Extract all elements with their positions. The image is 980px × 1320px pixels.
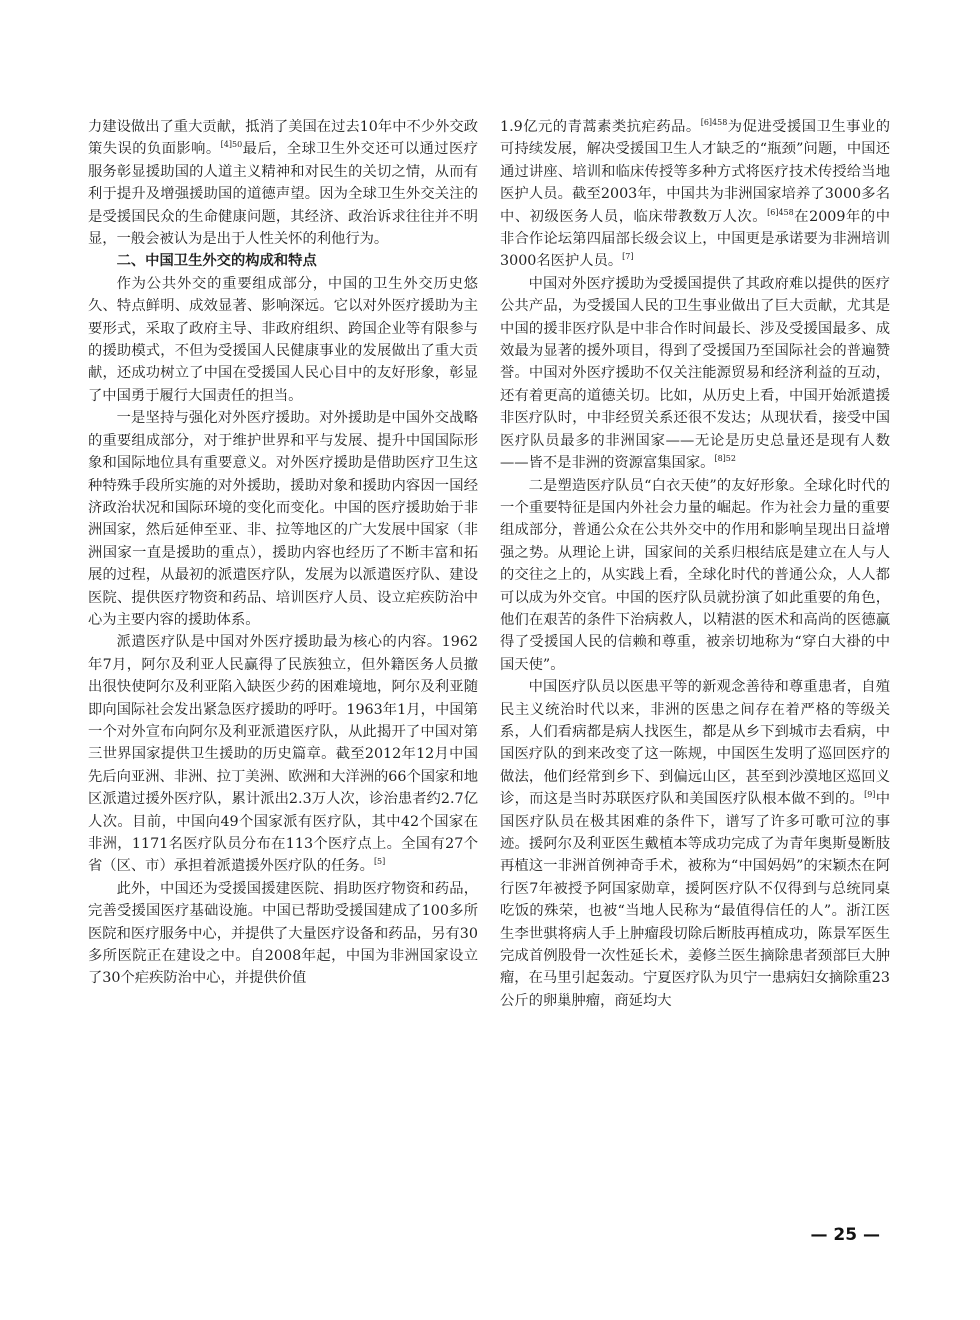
text-span: 派遣医疗队是中国对外医疗援助最为核心的内容。1962年7月，阿尔及利亚人民赢得了民族独立，但外籍医务人员撤出很快使阿尔及利亚陷入缺医少药的困难境地，阿尔及利亚随即向国际社会发出紧急医疗援助的呼吁。1963年1月，中国第一个对外宣布向阿尔及利亚派遣医疗队，从此揭开了中国对第三世界国家提供卫生援助的历史篇章。截至2012年12月中国先后向亚洲、非洲、拉丁美洲、欧洲和大洋洲的66个国家和地区派遣过援外医疗队，累计派出2.3万人次，诊治患者约2.7亿人次。目前，中国向49个国家派有医疗队，其中42个国家在非洲，1171名医疗队员分布在113个医疗点上。全国有27个省（区、市）承担着派遣援外医疗队的任务。 [88,634,478,875]
text-span: 力建设做出了重大贡献，抵消了美国在过去10年中不少外交政策失误的负面影响。 [88,119,478,158]
citation-ref: [8]52 [714,454,736,464]
left-paragraph-1 [88,116,478,250]
right-paragraph-4 [500,676,890,1012]
page-number: — 25 — [810,1225,880,1245]
text-span: 最后，全球卫生外交还可以通过医疗服务彰显援助国的人道主义精神和对民生的关切之情，从而有利于提升及增强援助国的道德声望。因为全球卫生外交关注的是受援国民众的生命健康问题，其经济、政治诉求往往并不明显，一般会被认为是出于人性关怀的利他行为。 [88,141,479,248]
right-column [500,116,890,1012]
right-paragraph-1 [500,116,890,273]
section-heading: 二、中国卫生外交的构成和特点 [116,253,317,270]
right-paragraph-3: 二是塑造医疗队员“白衣天使”的友好形象。全球化时代的一个重要特征是国内外社会力量的崛起。作为社会力量的重要组成部分，普通公众在公共外交中的作用和影响呈现出日益增强之势。从理论上讲，国家间的关系归根结底是建立在人与人的交往之上的，从实践上看，全球化时代的普通公众，人人都可以成为外交官。中国的医疗队员就扮演了如此重要的角色，他们在艰苦的条件下治病救人，以精湛的医术和高尚的医德赢得了受援国人民的信赖和尊重，被亲切地称为“穿白大褂的中国天使”。 [500,477,890,673]
citation-ref: [6]458 [767,207,794,217]
text-span: 中国医疗队员在极其困难的条件下，谱写了许多可歌可泣的事迹。援阿尔及利亚医生戴植本等成功完成了为青年奥斯曼断肢再植这一非洲首例神奇手术，被称为“中国妈妈”的宋颖杰在阿行医7年被授予阿国家勋章，援阿医疗队不仅得到与总统同桌吃饭的殊荣，也被“当地人民称为“最值得信任的人”。浙江医生李世骐将病人手上肿瘤段切除后断肢再植成功，陈景军医生完成首例股骨一次性延长术，姜修兰医生摘除患者颈部巨大肿瘤，在马里引起轰动。宁夏医疗队为贝宁一患病妇女摘除重23公斤的卵巢肿瘤，商延均大 [500,791,891,1009]
citation-ref: [7] [622,252,634,262]
citation-ref: [4]50 [220,140,243,150]
citation-ref: [5] [373,857,386,867]
left-paragraph-3: 一是坚持与强化对外医疗援助。对外援助是中国外交战略的重要组成部分，对于维护世界和平与发展、提升中国国际形象和国际地位具有重要意义。对外医疗援助是借助医疗卫生这种特殊手段所实施的对外援助，援助对象和援助内容因一国经济政治状况和国际环境的变化而变化。中国的医疗援助始于非洲国家，然后延伸至亚、非、拉等地区的广大发展中国家（非洲国家一直是援助的重点），援助内容也经历了不断丰富和拓展的过程，从最初的派遣医疗队，发展为以派遣医疗队、建设医院、提供医疗物资和药品、培训医疗人员、设立疟疾防治中心为主要内容的援助体系。 [88,410,478,628]
text-span: 为促进受援国卫生事业的可持续发展，解决受援国卫生人才缺乏的“瓶颈”问题，中国还通过讲座、培训和临床传授等多种方式将医疗技术传授给当地医护人员。截至2003年，中国共为非洲国家培养了3000多名中、初级医务人员，临床带教数万人次。 [500,119,890,225]
citation-ref: [6]458 [700,118,728,128]
left-column [88,116,478,990]
text-span: 中国医疗队员以医患平等的新观念善待和尊重患者，自殖民主义统治时代以来，非洲的医患之间存在着严格的等级关系，人们看病都是病人找医生，都是从乡下到城市去看病，中国医疗队的到来改变了这一陈规，中国医生发明了巡回医疗的做法，他们经常到乡下、到偏远山区，甚至到沙漠地区巡回义诊，而这是当时苏联医疗队和美国医疗队根本做不到的。 [500,679,890,808]
citation-ref: [9] [864,790,876,800]
left-paragraph-4 [88,631,478,877]
left-paragraph-2: 作为公共外交的重要组成部分，中国的卫生外交历史悠久、特点鲜明、成效显著、影响深远。它以对外医疗援助为主要形式，采取了政府主导、非政府组织、跨国企业等有限参与的援助模式，不但为受援国人民健康事业的发展做出了重大贡献，还成功树立了中国在受援国人民心目中的友好形象，彰显了中国勇于履行大国责任的担当。 [88,275,478,404]
text-span: 1.9亿元的青蒿素类抗疟药品。 [500,119,701,135]
text-span: 在2009年的中非合作论坛第四届部长级会议上，中国更是承诺要为非洲培训3000名医护人员。 [500,208,891,270]
right-paragraph-2 [500,273,890,475]
text-span: 中国对外医疗援助为受援国提供了其政府难以提供的医疗公共产品，为受援国人民的卫生事业做出了巨大贡献，尤其是中国的援非医疗队是中非合作时间最长、涉及受援国最多、成效最为显著的援外项目，得到了受援国乃至国际社会的普遍赞誉。中国对外医疗援助不仅关注能源贸易和经济利益的互动，还有着更高的道德关切。比如，从历史上看，中国开始派遣援非医疗队时，中非经贸关系还很不发达；从现状看，接受中国医疗队员最多的非洲国家——无论是历史总量还是现有人数——皆不是非洲的资源富集国家。 [500,275,890,472]
left-paragraph-5: 此外，中国还为受援国援建医院、捐助医疗物资和药品，完善受援国医疗基础设施。中国已帮助受援国建成了100多所医院和医疗服务中心，并提供了大量医疗设备和药品，另有30多所医院正在建设之中。自2008年起，中国为非洲国家设立了30个疟疾防治中心，并提供价值 [88,880,478,987]
